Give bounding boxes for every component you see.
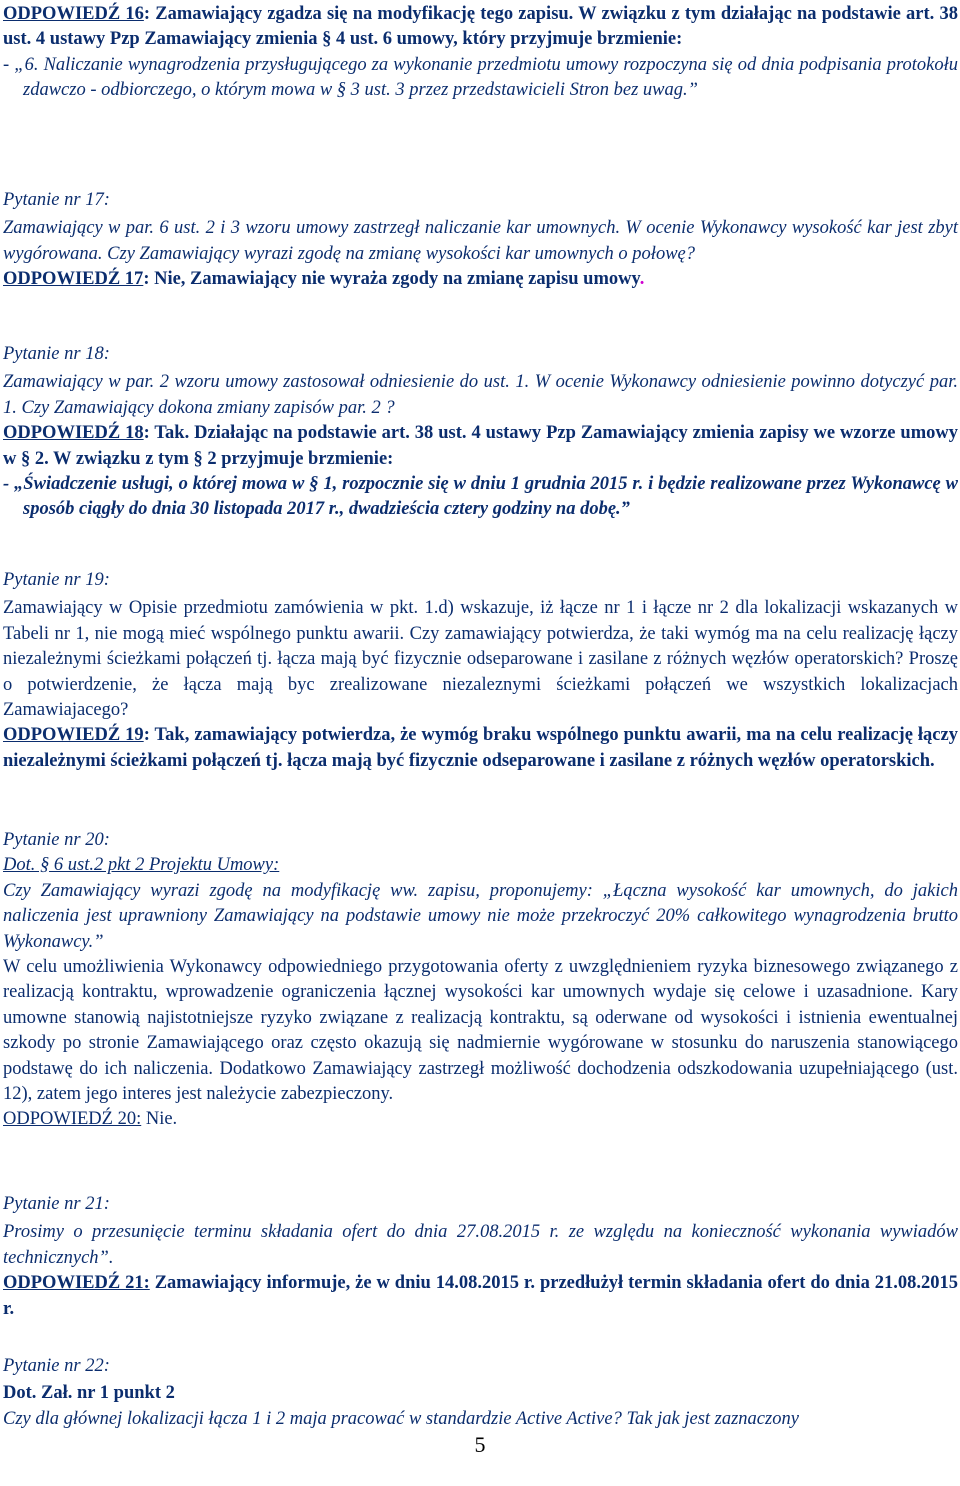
question-19-text: Zamawiający w Opisie przedmiotu zamówienia w pkt. 1.d) wskazuje, iż łącze nr 1 i łącze nr 2 dla lokalizacji wskazanych w Tabeli nr 1, nie mogą mieć wspólnego punktu awarii. Czy zamawiający potwierdza, że taki wymóg ma na celu realizację łączy niezależnymi ścieżkami połączeń tj. łącza mają być fizycznie odseparowane i zasilane z różnych węzłów operatorskich? Proszę o potwierdzenie, że łącza mają byc zrealizowane niezaleznymi ścieżkami połączeń we wszystkich lokalizacjach Zamawiajacego? [3, 598, 958, 721]
question-20-text-1: Czy Zamawiający wyrazi zgodę na modyfikację ww. zapisu, proponujemy: „Łączna wysokość kar umownych, do jakich naliczenia jest uprawniony Zamawiający na podstawie umowy nie może przekroczyć 20% całkowitego wynagrodzenia brutto Wykonawcy.” [3, 880, 958, 952]
answer-20-label: ODPOWIEDŹ 20: [3, 1109, 142, 1130]
answer-17-end: . [639, 269, 645, 290]
answer-21 [3, 1271, 958, 1322]
answer-17 [3, 267, 958, 292]
answer-18 [3, 421, 958, 472]
question-20-block [3, 828, 958, 1133]
answer-17-label: ODPOWIEDŹ 17 [3, 269, 144, 290]
answer-21-text: Zamawiający informuje, że w dniu 14.08.2015 r. przedłużył termin składania ofert do dnia 21.08.2015 r. [3, 1273, 958, 1319]
answer-18-quote: - „Świadczenie usługi, o której mowa w § 1, rozpocznie się w dniu 1 grudnia 2015 r. i będzie realizowane przez Wykonawcę w sposób ciągły do dnia 30 listopada 2017 r., dwadzieścia cztery godziny na dobę.” [3, 474, 958, 520]
question-18-heading: Pytanie nr 18: [3, 344, 110, 364]
answer-18-text: : Tak. Działając na podstawie art. 38 ust. 4 ustawy Pzp Zamawiający zmienia zapisy we wzorze umowy w § 2. W związku z tym § 2 przyjmuje brzmienie: [3, 423, 958, 469]
answer-20-text: Nie. [141, 1109, 178, 1130]
question-17-block [3, 188, 958, 293]
question-20-subheading: Dot. § 6 ust.2 pkt 2 Projektu Umowy: [3, 855, 280, 876]
answer-19-text: : Tak, zamawiający potwierdza, że wymóg braku wspólnego punktu awarii, ma na celu realizację łączy niezależnymi ścieżkami połączeń tj. łącza mają być fizycznie odseparowane i zasilane z różnych węzłów operatorskich. [3, 725, 958, 771]
question-21-heading: Pytanie nr 21: [3, 1194, 110, 1214]
answer-21-label: ODPOWIEDŹ 21: [3, 1273, 150, 1294]
answer-16-label: ODPOWIEDŹ 16 [3, 4, 144, 24]
question-20-heading: Pytanie nr 20: [3, 830, 110, 850]
question-20-text-2: W celu umożliwienia Wykonawcy odpowiedniego przygotowania oferty z uwzględnieniem ryzyka biznesowego związanego z realizacją kontraktu, wprowadzenie ograniczenia łącznej wysokości kar umownych wydaje się celowe i uzasadnione. Kary umowne stanowią najistotniejsze ryzyko związane z realizacją kontraktu, są oderwane od wysokości i istnienia ewentualnej szkody po stronie Zamawiającego oraz często okazują się nadmiernie wygórowane w stosunku do naruszenia stanowiącego podstawę do ich naliczenia. Dodatkowo Zamawiający zastrzegł możliwość dochodzenia odszkodowania uzupełniającego (ust. 12), zatem jego interes jest należycie zabezpieczony. [3, 957, 958, 1105]
question-19-heading: Pytanie nr 19: [3, 570, 110, 590]
question-19-block [3, 568, 958, 774]
question-22-block [3, 1354, 958, 1432]
question-21-text: Prosimy o przesunięcie terminu składania ofert do dnia 27.08.2015 r. ze względu na konieczność wykonania wywiadów technicznych”. [3, 1222, 958, 1268]
question-18-block [3, 342, 958, 523]
answer-16 [3, 2, 958, 53]
answer-17-text: : Nie, Zamawiający nie wyraża zgody na zmianę zapisu umowy [143, 269, 640, 290]
question-22-subheading: Dot. Zał. nr 1 punkt 2 [3, 1383, 175, 1404]
question-22-text: Czy dla głównej lokalizacji łącza 1 i 2 maja pracować w standardzie Active Active? Tak jak jest zaznaczony [3, 1408, 799, 1429]
question-18-text: Zamawiający w par. 2 wzoru umowy zastosował odniesienie do ust. 1. W ocenie Wykonawcy odniesienie powinno dotyczyć par. 1. Czy Zamawiający dokona zmiany zapisów par. 2 ? [3, 372, 958, 418]
answer-16-text: : Zamawiający zgadza się na modyfikację tego zapisu. W związku z tym działając na podstawie art. 38 ust. 4 ustawy Pzp Zamawiający zmienia § 4 ust. 6 umowy, który przyjmuje brzmienie: [3, 4, 958, 50]
answer-19 [3, 723, 958, 774]
answer-19-label: ODPOWIEDŹ 19 [3, 725, 144, 746]
page-number: 5 [474, 1432, 486, 1457]
question-22-heading: Pytanie nr 22: [3, 1356, 110, 1376]
question-21-block [3, 1192, 958, 1322]
answer-16-quote: - „6. Naliczanie wynagrodzenia przysługującego za wykonanie przedmiotu umowy rozpoczyna się od dnia podpisania protokołu zdawczo - odbiorczego, o którym mowa w § 3 ust. 3 przez przedstawicieli Stron bez uwag.” [3, 54, 958, 101]
answer-18-label: ODPOWIEDŹ 18 [3, 423, 144, 444]
answer-16-block [3, 2, 958, 104]
answer-20 [3, 1107, 958, 1132]
question-17-heading: Pytanie nr 17: [3, 190, 110, 210]
question-17-text: Zamawiający w par. 6 ust. 2 i 3 wzoru umowy zastrzegł naliczanie kar umownych. W ocenie Wykonawcy wysokość kar jest zbyt wygórowana. Czy Zamawiający wyrazi zgodę na zmianę wysokości kar umownych o połowę? [3, 218, 958, 264]
